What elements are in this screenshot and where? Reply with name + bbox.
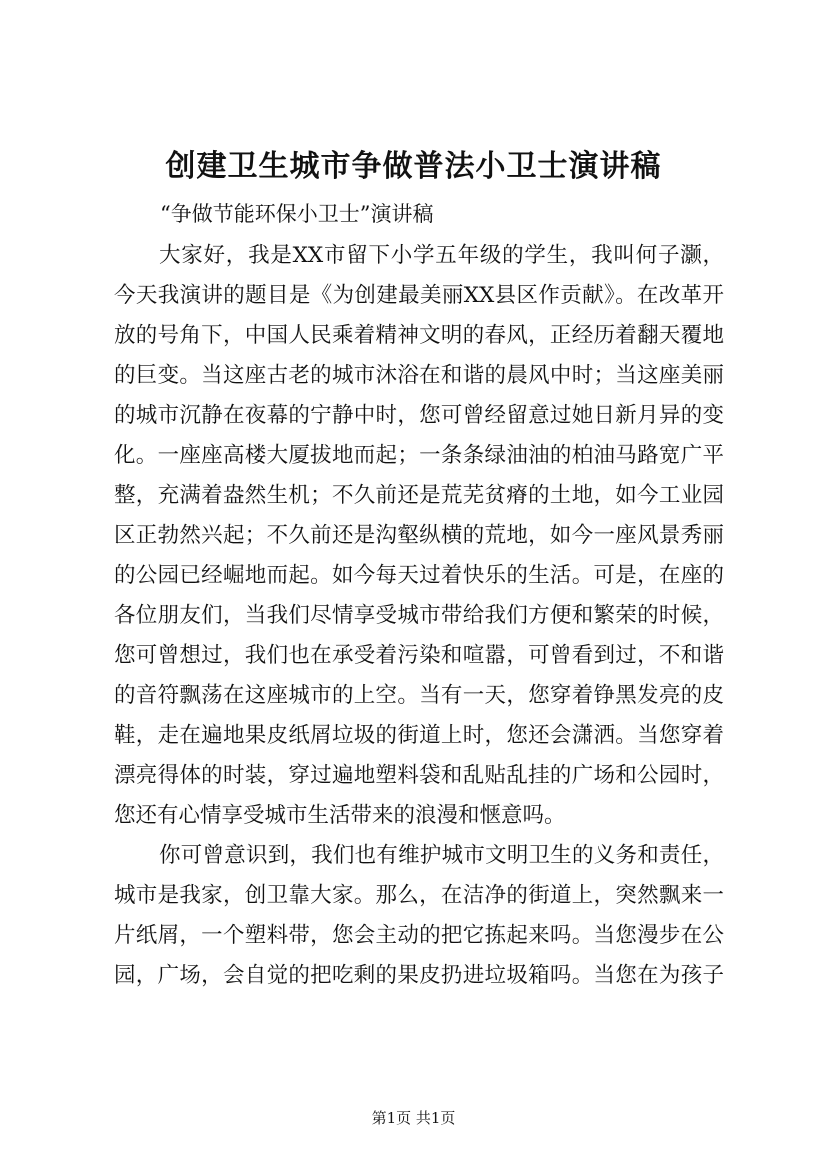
text-line: 放的号角下，中国人民乘着精神文明的春风，正经历着翻天覆地 — [114, 323, 724, 348]
text-line: 的城市沉静在夜幕的宁静中时，您可曾经留意过她日新月异的变 — [114, 403, 724, 428]
document-subtitle: “争做节能环保小卫士”演讲稿 — [160, 202, 434, 226]
text-line: 园，广场，会自觉的把吃剩的果皮扔进垃圾箱吗。当您在为孩子 — [114, 963, 724, 988]
text-line: 的巨变。当这座古老的城市沐浴在和谐的晨风中时；当这座美丽 — [114, 363, 724, 388]
text-line: 整，充满着盎然生机；不久前还是荒芜贫瘠的土地，如今工业园 — [114, 483, 724, 508]
page-footer: 第1页 共1页 — [371, 1109, 456, 1127]
text-line: 今天我演讲的题目是《为创建最美丽XX县区作贡献》。在改革开 — [114, 283, 724, 308]
text-line: 的公园已经崛地而起。如今每天过着快乐的生活。可是，在座的 — [114, 563, 724, 588]
text-line: 的音符飘荡在这座城市的上空。当有一天，您穿着铮黑发亮的皮 — [114, 683, 724, 708]
text-line: 您还有心情享受城市生活带来的浪漫和惬意吗。 — [114, 803, 566, 828]
document-title: 创建卫生城市争做普法小卫士演讲稿 — [165, 149, 662, 184]
text-line: 各位朋友们，当我们尽情享受城市带给我们方便和繁荣的时候， — [114, 603, 724, 628]
paragraph-2 — [114, 836, 724, 996]
text-line: 大家好，我是XX市留下小学五年级的学生，我叫何子灏， — [159, 243, 724, 268]
paragraph-1 — [114, 236, 724, 836]
text-line: 化。一座座高楼大厦拔地而起；一条条绿油油的柏油马路宽广平 — [114, 443, 724, 468]
text-line: 城市是我家，创卫靠大家。那么，在洁净的街道上，突然飘来一 — [114, 883, 724, 908]
text-line: 区正勃然兴起；不久前还是沟壑纵横的荒地，如今一座风景秀丽 — [114, 523, 724, 548]
text-line: 片纸屑，一个塑料带，您会主动的把它拣起来吗。当您漫步在公 — [114, 923, 724, 948]
text-line: 你可曾意识到，我们也有维护城市文明卫生的义务和责任， — [159, 843, 724, 868]
text-line: 漂亮得体的时装，穿过遍地塑料袋和乱贴乱挂的广场和公园时， — [114, 763, 724, 788]
text-line: 鞋，走在遍地果皮纸屑垃圾的街道上时，您还会潇洒。当您穿着 — [114, 723, 724, 748]
text-line: 您可曾想过，我们也在承受着污染和喧嚣，可曾看到过，不和谐 — [114, 643, 724, 668]
document-body — [114, 236, 724, 996]
